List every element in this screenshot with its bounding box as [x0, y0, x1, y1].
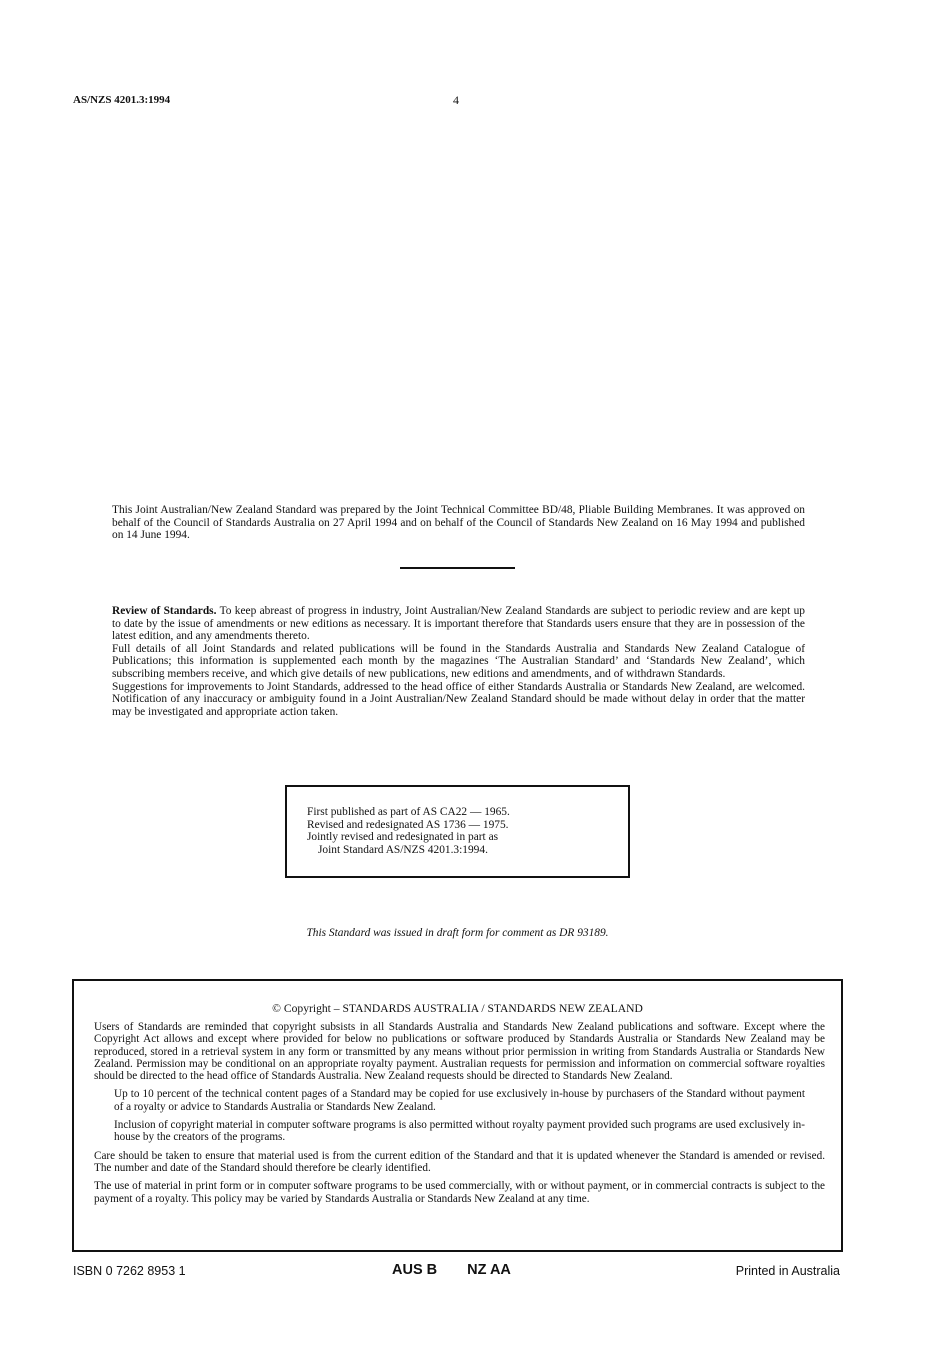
history-line: Jointly revised and redesignated in part as: [307, 831, 499, 844]
copyright-para: Care should be taken to ensure that material used is from the current edition of the Standard and that it is updated whenever the Standard is amended or revised. The number and date of the Standard should therefore be clearly identified.: [94, 1149, 825, 1174]
divider: [400, 567, 515, 569]
history-line: Revised and redesignated AS 1736 — 1975.: [307, 818, 509, 831]
review-para-1-text: To keep abreast of progress in industry, Joint Australian/New Zealand Standards are subject to periodic review and are kept up to date by the issue of amendments or new editions as necessary. It is important therefore that Standards users ensure that they are in possession of the latest edition, and any amendments thereto.: [112, 605, 805, 643]
review-para-2: Full details of all Joint Standards and related publications will be found in the Standards Australia and Standards New Zealand Catalogue of Publications; this information is supplemented each month by the magazines ‘The Australian Standard’ and ‘Standards New Zealand’, which subscribing members receive, and which give details of new publications, new editions and amendments, and of withdrawn Standards.: [112, 642, 805, 680]
draft-note: This Standard was issued in draft form for comment as DR 93189.: [306, 927, 609, 939]
isbn: ISBN 0 7262 8953 1: [73, 1264, 186, 1278]
copyright-box: [72, 979, 843, 1252]
copyright-para: Users of Standards are reminded that copyright subsists in all Standards Australia and Standards New Zealand publications and software. Except where the Copyright Act allows and except where provided for below no publications or software produced by Standards Australia or Standards New Zealand may be reproduced, stored in a retrieval system in any form or transmitted by any means without prior permission in writing from Standards Australia or Standards New Zealand. Permission may be conditional on an appropriate royalty payment. Australian requests for permission and information on commercial software royalties should be directed to the head office of Standards Australia. New Zealand requests should be directed to Standards New Zealand.: [94, 1021, 825, 1083]
printed-in: Printed in Australia: [735, 1264, 840, 1278]
copyright-para: Up to 10 percent of the technical content pages of a Standard may be copied for use exclusively in-house by purchasers of the Standard without payment of a royalty or advice to Standards Australia or Standards New Zealand.: [114, 1088, 805, 1113]
price-code-aus: AUS B: [392, 1262, 438, 1278]
copyright-para: Inclusion of copyright material in computer software programs is also permitted without royalty payment provided such programs are used exclusively in-house by the creators of the programs.: [114, 1119, 805, 1144]
price-code-nz: NZ AA: [467, 1262, 511, 1278]
review-of-standards: [112, 605, 805, 718]
standard-code: AS/NZS 4201.3:1994: [73, 94, 171, 106]
copyright-para: The use of material in print form or in computer software programs to be used commercially, with or without payment, or in commercial contracts is subject to the payment of a royalty. This policy may be varied by Standards Australia or Standards New Zealand at any time.: [94, 1180, 825, 1205]
history-line: Joint Standard AS/NZS 4201.3:1994.: [318, 843, 488, 856]
review-heading: Review of Standards.: [112, 605, 217, 617]
publication-history-box: [285, 785, 630, 878]
review-para-1: [112, 605, 805, 643]
preparation-statement: This Joint Australian/New Zealand Standard was prepared by the Joint Technical Committee BD/48, Pliable Building Membranes. It was approved on behalf of the Council of Standards Australia on 27 April 1994 and on behalf of the Council of Standards New Zealand on 16 May 1994 and published on 14 June 1994.: [112, 504, 805, 542]
price-codes: [392, 1262, 511, 1278]
review-para-3: Suggestions for improvements to Joint Standards, addressed to the head office of either Standards Australia or Standards New Zealand, are welcomed. Notification of any inaccuracy or ambiguity found in a Joint Australian/New Zealand Standard should be made without delay in order that the matter may be investigated and appropriate action taken.: [112, 680, 805, 718]
history-line: First published as part of AS CA22 — 1965.: [307, 806, 510, 818]
copyright-title: © Copyright – STANDARDS AUSTRALIA / STANDARDS NEW ZEALAND: [272, 1002, 643, 1015]
page-number: 4: [453, 93, 459, 107]
